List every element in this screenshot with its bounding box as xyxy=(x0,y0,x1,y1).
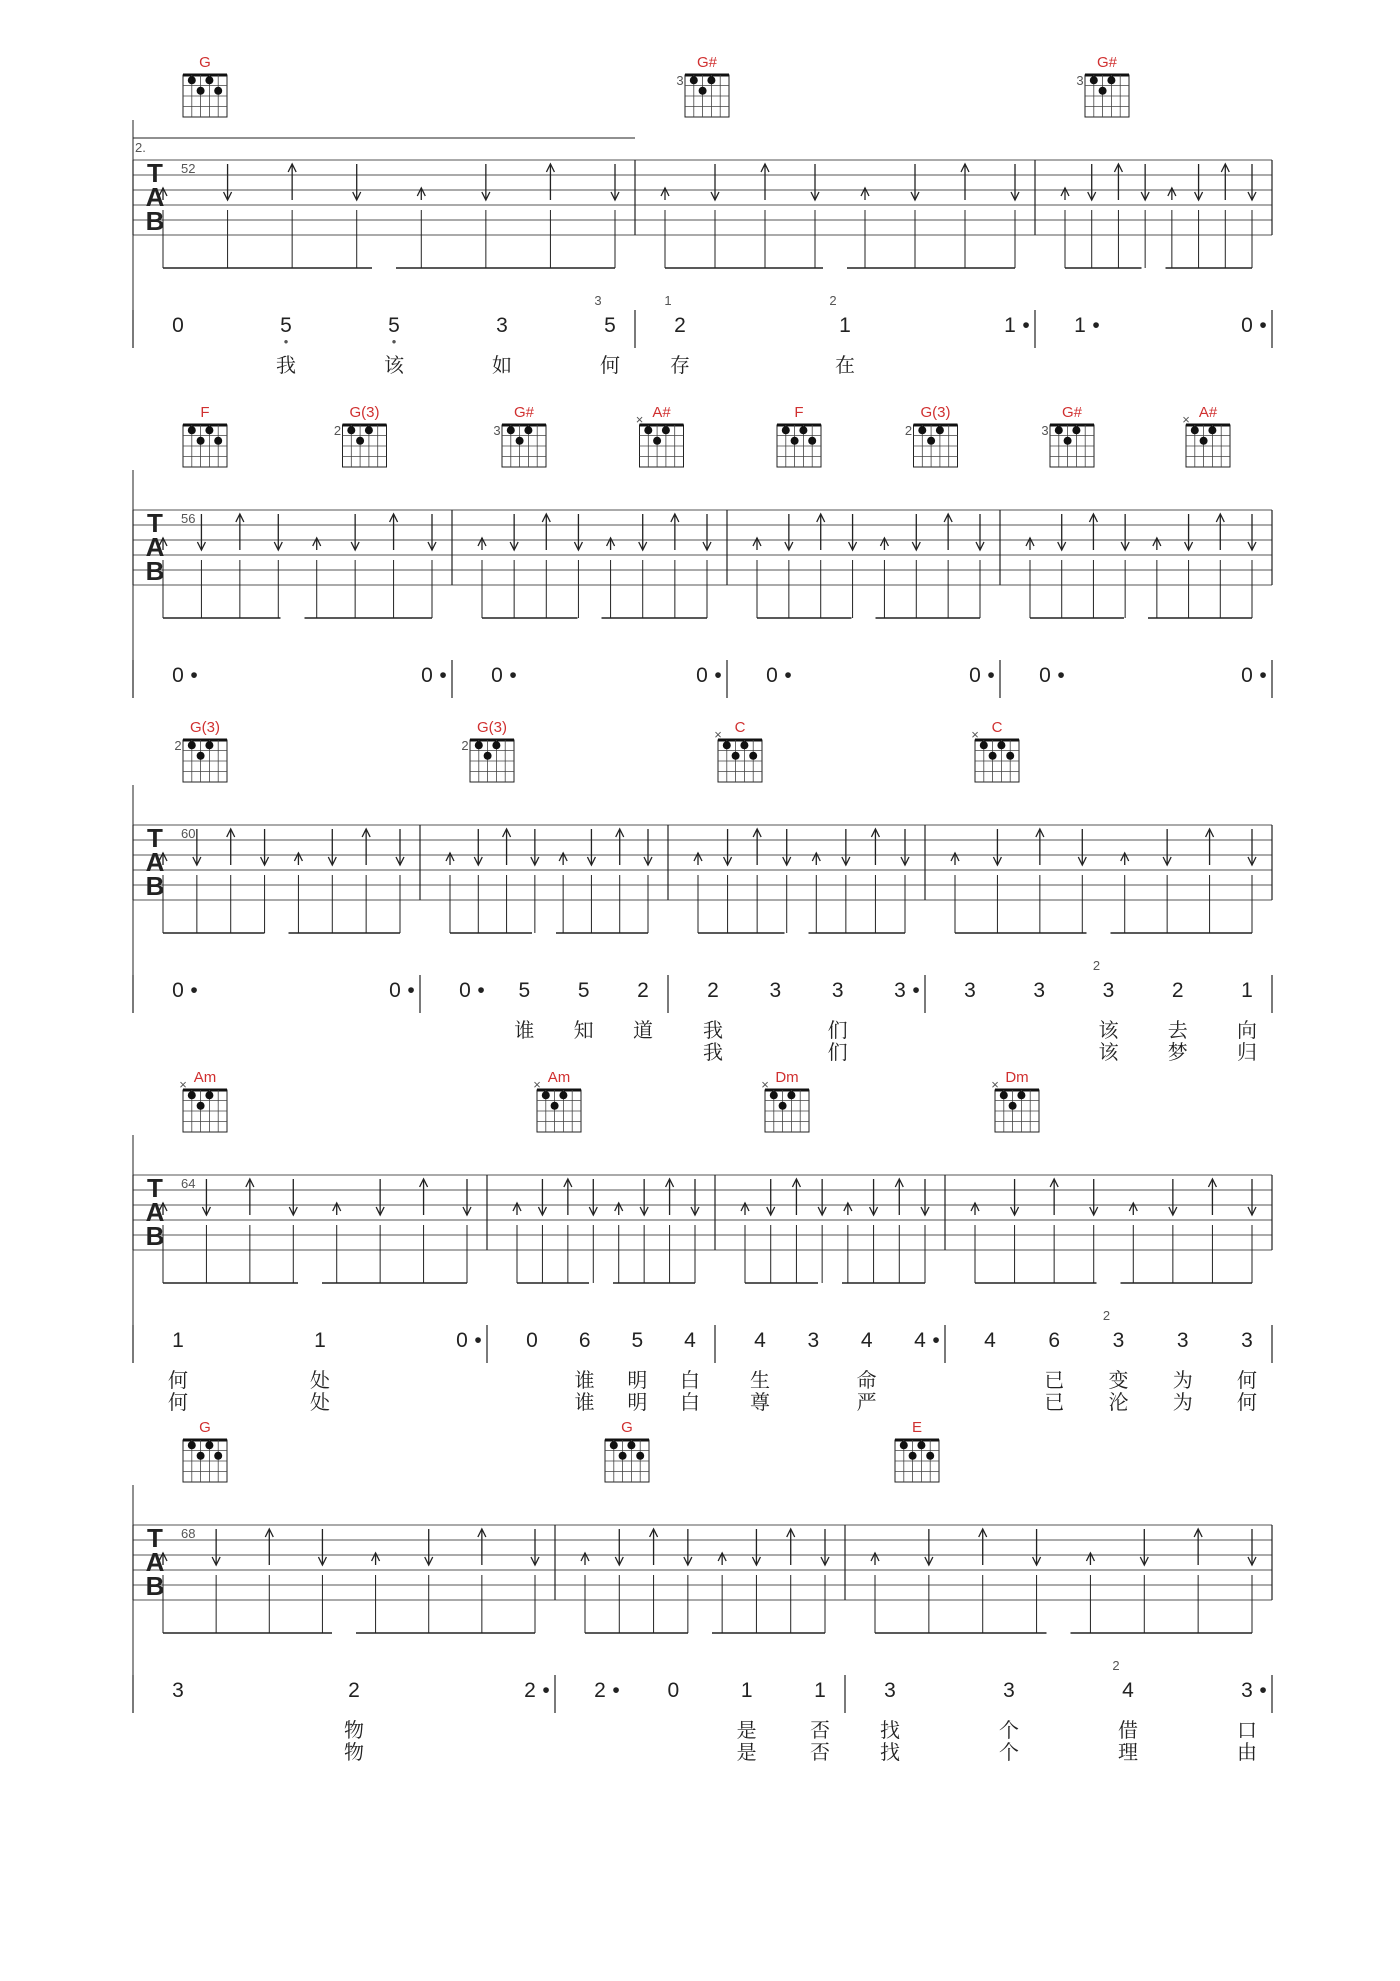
dotted-rhythm: • xyxy=(474,1329,482,1352)
dotted-rhythm: • xyxy=(1259,314,1267,337)
muted-string-mark: × xyxy=(1182,412,1190,427)
lyric-line-1: 为 xyxy=(1172,1368,1193,1392)
finger-dot xyxy=(909,1452,917,1460)
jianpu-note: 2 xyxy=(707,979,719,1002)
tab-clef: B xyxy=(145,206,165,236)
dotted-rhythm: • xyxy=(439,664,447,687)
jianpu-note: 3 xyxy=(807,1329,820,1352)
chord-name: Am xyxy=(193,1069,217,1086)
tab-clef: B xyxy=(145,1221,165,1251)
finger-dot xyxy=(627,1441,635,1449)
fret-number: 2 xyxy=(333,423,342,438)
muted-string-mark: × xyxy=(179,1077,187,1092)
tab-clef: T xyxy=(147,158,163,188)
finger-dot xyxy=(732,752,740,760)
muted-string-mark: × xyxy=(991,1077,999,1092)
fret-number: 2 xyxy=(904,423,913,438)
finger-dot xyxy=(936,426,944,434)
lyric-line-1: 向 xyxy=(1237,1018,1257,1042)
lyric-line-1: 们 xyxy=(827,1018,848,1042)
lyric-line-1: 白 xyxy=(680,1368,700,1392)
finger-dot xyxy=(690,76,698,84)
fret-number: 3 xyxy=(1076,73,1084,88)
dotted-rhythm: • xyxy=(784,664,792,687)
lyric-line-2: 何 xyxy=(1237,1390,1257,1414)
finger-dot xyxy=(779,1102,787,1110)
jianpu-note: 5 xyxy=(388,314,400,337)
lyric-line-1: 否 xyxy=(810,1718,830,1742)
lyric-line-1: 该 xyxy=(1098,1018,1119,1042)
lyric-line-1: 存 xyxy=(670,353,690,377)
chord-name: G# xyxy=(513,404,535,421)
lyric-line-2: 为 xyxy=(1172,1390,1193,1414)
lyric-line-1: 我 xyxy=(276,353,296,377)
jianpu-note: 2 xyxy=(674,314,686,337)
system-4 xyxy=(133,1440,1272,1713)
finger-dot xyxy=(347,426,355,434)
volta-bracket: 2. xyxy=(135,140,146,155)
finger-dot xyxy=(653,437,661,445)
fret-number: 3 xyxy=(676,73,684,88)
jianpu-note: 2 xyxy=(1171,979,1184,1002)
jianpu-note: 2 xyxy=(524,1679,536,1702)
finger-dot xyxy=(551,1102,559,1110)
lyric-line-1: 处 xyxy=(310,1368,330,1392)
jianpu-note: 0 xyxy=(1241,664,1253,687)
lyric-line-1: 命 xyxy=(856,1368,877,1392)
jianpu-note: 0 xyxy=(459,979,471,1002)
system-2 xyxy=(133,740,1272,1013)
jianpu-note: 1 xyxy=(1004,314,1016,337)
grace-note: 1 xyxy=(664,293,672,308)
grace-note: 3 xyxy=(594,293,602,308)
finger-dot xyxy=(770,1091,778,1099)
finger-dot xyxy=(1000,1091,1008,1099)
dotted-rhythm: • xyxy=(1057,664,1065,687)
jianpu-note: 3 xyxy=(1112,1329,1125,1352)
lyric-line-1: 借 xyxy=(1118,1718,1138,1742)
finger-dot xyxy=(507,426,515,434)
lyric-line-1: 变 xyxy=(1108,1368,1129,1392)
system-1 xyxy=(133,425,1272,698)
jianpu-note: 3 xyxy=(1102,979,1115,1002)
finger-dot xyxy=(619,1452,627,1460)
jianpu-note: 0 xyxy=(172,979,184,1002)
lyric-line-1: 谁 xyxy=(574,1368,595,1392)
finger-dot xyxy=(699,87,707,95)
finger-dot xyxy=(188,741,196,749)
lyric-line-1: 何 xyxy=(600,353,620,377)
chord-name: G(3) xyxy=(190,719,220,736)
system-3 xyxy=(133,1090,1272,1363)
jianpu-note: 0 xyxy=(172,314,184,337)
tab-clef: B xyxy=(145,1571,165,1601)
finger-dot xyxy=(188,1441,196,1449)
lyric-line-2: 尊 xyxy=(750,1390,770,1414)
lyric-line-2: 否 xyxy=(810,1740,830,1764)
lyric-line-1: 如 xyxy=(492,353,512,377)
measure-number: 60 xyxy=(181,826,196,841)
finger-dot xyxy=(188,426,196,434)
muted-string-mark: × xyxy=(714,727,722,742)
finger-dot xyxy=(205,426,213,434)
chord-name: A# xyxy=(1198,404,1218,421)
dotted-rhythm: • xyxy=(987,664,995,687)
finger-dot xyxy=(787,1091,795,1099)
dotted-rhythm: • xyxy=(542,1679,550,1702)
dotted-rhythm: • xyxy=(714,664,722,687)
finger-dot xyxy=(799,426,807,434)
grace-note: 2 xyxy=(1102,1308,1111,1323)
lyric-line-2: 处 xyxy=(310,1390,330,1414)
chord-name: G xyxy=(621,1419,633,1436)
finger-dot xyxy=(197,1452,205,1460)
chord-name: G# xyxy=(1061,404,1083,421)
finger-dot xyxy=(1099,87,1107,95)
chord-name: G(3) xyxy=(477,719,507,736)
finger-dot xyxy=(214,437,222,445)
measure-number: 64 xyxy=(181,1176,196,1191)
grace-note: 2 xyxy=(1112,1658,1120,1673)
jianpu-note: 3 xyxy=(172,1679,184,1702)
finger-dot xyxy=(918,426,926,434)
finger-dot xyxy=(1191,426,1199,434)
dotted-rhythm: • xyxy=(1259,1679,1267,1702)
jianpu-note: 0 xyxy=(667,1679,680,1702)
fret-number: 3 xyxy=(493,423,501,438)
jianpu-note: 3 xyxy=(1033,979,1046,1002)
tab-clef: T xyxy=(147,1173,163,1203)
jianpu-note: 1 xyxy=(740,1679,753,1702)
finger-dot xyxy=(356,437,364,445)
jianpu-note: 0 xyxy=(1241,314,1253,337)
dotted-rhythm: • xyxy=(612,1679,620,1702)
chord-name: G xyxy=(199,1419,211,1436)
finger-dot xyxy=(1107,76,1115,84)
finger-dot xyxy=(205,1091,213,1099)
chord-name: F xyxy=(200,404,210,421)
lyric-line-2: 找 xyxy=(880,1740,900,1764)
lyric-line-2: 已 xyxy=(1044,1390,1065,1414)
measure-number: 56 xyxy=(181,511,196,526)
jianpu-note: 3 xyxy=(769,979,782,1002)
chord-name: Am xyxy=(547,1069,571,1086)
lyric-line-2: 明 xyxy=(627,1390,648,1414)
muted-string-mark: × xyxy=(761,1077,769,1092)
tab-clef: A xyxy=(145,1197,165,1227)
jianpu-note: 6 xyxy=(1048,1329,1061,1352)
dotted-rhythm: • xyxy=(1022,314,1030,337)
lyric-line-1: 物 xyxy=(344,1718,364,1742)
finger-dot xyxy=(188,1091,196,1099)
finger-dot xyxy=(559,1091,567,1099)
chord-name: G# xyxy=(696,54,718,71)
lyric-line-1: 谁 xyxy=(514,1018,535,1042)
jianpu-note: 3 xyxy=(964,979,976,1002)
chord-name: F xyxy=(794,404,804,421)
finger-dot xyxy=(1006,752,1014,760)
chord-name: C xyxy=(991,719,1003,736)
finger-dot xyxy=(782,426,790,434)
finger-dot xyxy=(1090,76,1098,84)
jianpu-note: 4 xyxy=(860,1329,873,1352)
finger-dot xyxy=(1064,437,1072,445)
finger-dot xyxy=(197,1102,205,1110)
finger-dot xyxy=(791,437,799,445)
dotted-rhythm: • xyxy=(1092,314,1100,337)
jianpu-note: 0 xyxy=(456,1329,468,1352)
jianpu-note: 3 xyxy=(884,1679,896,1702)
finger-dot xyxy=(484,752,492,760)
lyric-line-1: 何 xyxy=(168,1368,188,1392)
finger-dot xyxy=(662,426,670,434)
jianpu-note: 5 xyxy=(280,314,292,337)
finger-dot xyxy=(492,741,500,749)
chord-name: G xyxy=(199,54,211,71)
jianpu-note: 0 xyxy=(969,664,981,687)
tab-clef: B xyxy=(145,556,165,586)
jianpu-note: 5 xyxy=(577,979,590,1002)
finger-dot xyxy=(644,426,652,434)
jianpu-note: 1 xyxy=(172,1329,184,1352)
lyric-line-1: 去 xyxy=(1167,1018,1188,1042)
finger-dot xyxy=(900,1441,908,1449)
finger-dot xyxy=(808,437,816,445)
jianpu-note: 1 xyxy=(814,1679,826,1702)
lyric-line-2: 归 xyxy=(1237,1040,1257,1064)
finger-dot xyxy=(1055,426,1063,434)
finger-dot xyxy=(205,741,213,749)
jianpu-note: 2 xyxy=(594,1679,606,1702)
dotted-rhythm: • xyxy=(477,979,485,1002)
jianpu-note: 3 xyxy=(1241,1329,1253,1352)
lyric-line-1: 我 xyxy=(703,1018,723,1042)
tab-clef: T xyxy=(147,508,163,538)
tab-clef: B xyxy=(145,871,165,901)
jianpu-note: 1 xyxy=(1074,314,1086,337)
lyric-line-2: 个 xyxy=(999,1740,1019,1764)
tab-clef: A xyxy=(145,182,165,212)
finger-dot xyxy=(197,87,205,95)
chord-name: G(3) xyxy=(349,404,380,421)
jianpu-note: 1 xyxy=(839,314,851,337)
muted-string-mark: × xyxy=(635,412,644,427)
jianpu-note: 0 xyxy=(172,664,184,687)
lower-octave-dot: • xyxy=(283,334,289,349)
chord-name: A# xyxy=(652,404,671,421)
dotted-rhythm: • xyxy=(912,979,920,1002)
dotted-rhythm: • xyxy=(1259,664,1267,687)
measure-number: 68 xyxy=(181,1526,196,1541)
finger-dot xyxy=(980,741,988,749)
lyric-line-1: 口 xyxy=(1237,1718,1257,1742)
lyric-line-2: 何 xyxy=(168,1390,188,1414)
finger-dot xyxy=(1200,437,1208,445)
finger-dot xyxy=(1017,1091,1025,1099)
lyric-line-1: 明 xyxy=(627,1368,648,1392)
dotted-rhythm: • xyxy=(190,979,198,1002)
measure-number: 52 xyxy=(181,161,196,176)
chord-name: E xyxy=(911,1419,923,1436)
jianpu-note: 2 xyxy=(348,1679,360,1702)
lyric-line-2: 们 xyxy=(827,1040,848,1064)
jianpu-note: 4 xyxy=(914,1329,926,1352)
jianpu-note: 3 xyxy=(1176,1329,1189,1352)
lyric-line-1: 已 xyxy=(1044,1368,1065,1392)
jianpu-note: 1 xyxy=(314,1329,326,1352)
finger-dot xyxy=(197,437,205,445)
jianpu-note: 0 xyxy=(696,664,708,687)
lyric-line-1: 该 xyxy=(384,353,404,377)
lyric-line-1: 个 xyxy=(999,1718,1019,1742)
fret-number: 2 xyxy=(461,738,469,753)
jianpu-note: 0 xyxy=(491,664,503,687)
chord-name: C xyxy=(734,719,746,736)
lyric-line-2: 严 xyxy=(856,1390,877,1414)
lyric-line-2: 是 xyxy=(736,1740,757,1764)
finger-dot xyxy=(214,1452,222,1460)
lyric-line-2: 沦 xyxy=(1108,1390,1129,1414)
lower-octave-dot: • xyxy=(391,334,397,349)
jianpu-note: 3 xyxy=(831,979,844,1002)
finger-dot xyxy=(524,426,532,434)
finger-dot xyxy=(749,752,757,760)
lyric-line-2: 我 xyxy=(703,1040,723,1064)
chord-name: Dm xyxy=(1005,1069,1029,1086)
finger-dot xyxy=(723,741,731,749)
finger-dot xyxy=(197,752,205,760)
lyric-line-1: 在 xyxy=(835,353,855,377)
finger-dot xyxy=(636,1452,644,1460)
jianpu-note: 4 xyxy=(684,1329,696,1352)
finger-dot xyxy=(214,87,222,95)
lyric-line-2: 物 xyxy=(344,1740,364,1764)
jianpu-note: 5 xyxy=(604,314,616,337)
finger-dot xyxy=(1009,1102,1017,1110)
finger-dot xyxy=(516,437,524,445)
lyric-line-1: 道 xyxy=(633,1018,653,1042)
finger-dot xyxy=(475,741,483,749)
jianpu-note: 4 xyxy=(754,1329,766,1352)
tab-clef: A xyxy=(145,532,165,562)
finger-dot xyxy=(188,76,196,84)
finger-dot xyxy=(542,1091,550,1099)
finger-dot xyxy=(610,1441,618,1449)
lyric-line-2: 理 xyxy=(1118,1740,1138,1764)
finger-dot xyxy=(205,1441,213,1449)
jianpu-note: 0 xyxy=(389,979,401,1002)
tab-clef: T xyxy=(147,1523,163,1553)
finger-dot xyxy=(707,76,715,84)
lyric-line-1: 是 xyxy=(736,1718,757,1742)
jianpu-note: 3 xyxy=(1241,1679,1253,1702)
dotted-rhythm: • xyxy=(407,979,415,1002)
tab-clef: A xyxy=(145,847,165,877)
finger-dot xyxy=(917,1441,925,1449)
grace-note: 2 xyxy=(1092,958,1101,973)
system-0 xyxy=(133,75,1272,348)
dotted-rhythm: • xyxy=(190,664,198,687)
dotted-rhythm: • xyxy=(509,664,517,687)
finger-dot xyxy=(1208,426,1216,434)
jianpu-note: 2 xyxy=(637,979,649,1002)
lyric-line-2: 该 xyxy=(1098,1040,1119,1064)
chord-name: G(3) xyxy=(920,404,951,421)
jianpu-note: 0 xyxy=(766,664,778,687)
muted-string-mark: × xyxy=(533,1077,541,1092)
jianpu-note: 3 xyxy=(496,314,508,337)
lyric-line-1: 找 xyxy=(880,1718,900,1742)
lyric-line-2: 梦 xyxy=(1167,1040,1188,1064)
dotted-rhythm: • xyxy=(932,1329,940,1352)
fret-number: 2 xyxy=(174,738,182,753)
jianpu-note: 1 xyxy=(1241,979,1253,1002)
grace-note: 2 xyxy=(829,293,837,308)
jianpu-note: 0 xyxy=(421,664,433,687)
jianpu-note: 5 xyxy=(631,1329,644,1352)
chord-name: G# xyxy=(1096,54,1118,71)
jianpu-note: 3 xyxy=(1003,1679,1015,1702)
jianpu-note: 4 xyxy=(984,1329,996,1352)
finger-dot xyxy=(927,437,935,445)
finger-dot xyxy=(989,752,997,760)
lyric-line-1: 何 xyxy=(1237,1368,1257,1392)
finger-dot xyxy=(997,741,1005,749)
chord-name: Dm xyxy=(775,1069,799,1086)
lyric-line-2: 白 xyxy=(680,1390,700,1414)
jianpu-note: 6 xyxy=(578,1329,591,1352)
jianpu-note: 3 xyxy=(894,979,906,1002)
finger-dot xyxy=(365,426,373,434)
jianpu-note: 5 xyxy=(518,979,531,1002)
lyric-line-1: 生 xyxy=(750,1368,770,1392)
finger-dot xyxy=(740,741,748,749)
lyric-line-2: 由 xyxy=(1237,1740,1257,1764)
tab-clef: A xyxy=(145,1547,165,1577)
muted-string-mark: × xyxy=(971,727,979,742)
fret-number: 3 xyxy=(1041,423,1049,438)
jianpu-note: 0 xyxy=(526,1329,538,1352)
finger-dot xyxy=(1072,426,1080,434)
finger-dot xyxy=(926,1452,934,1460)
lyric-line-1: 知 xyxy=(573,1018,594,1042)
lyric-line-2: 谁 xyxy=(574,1390,595,1414)
finger-dot xyxy=(205,76,213,84)
jianpu-note: 0 xyxy=(1039,664,1051,687)
tab-clef: T xyxy=(147,823,163,853)
jianpu-note: 4 xyxy=(1122,1679,1134,1702)
